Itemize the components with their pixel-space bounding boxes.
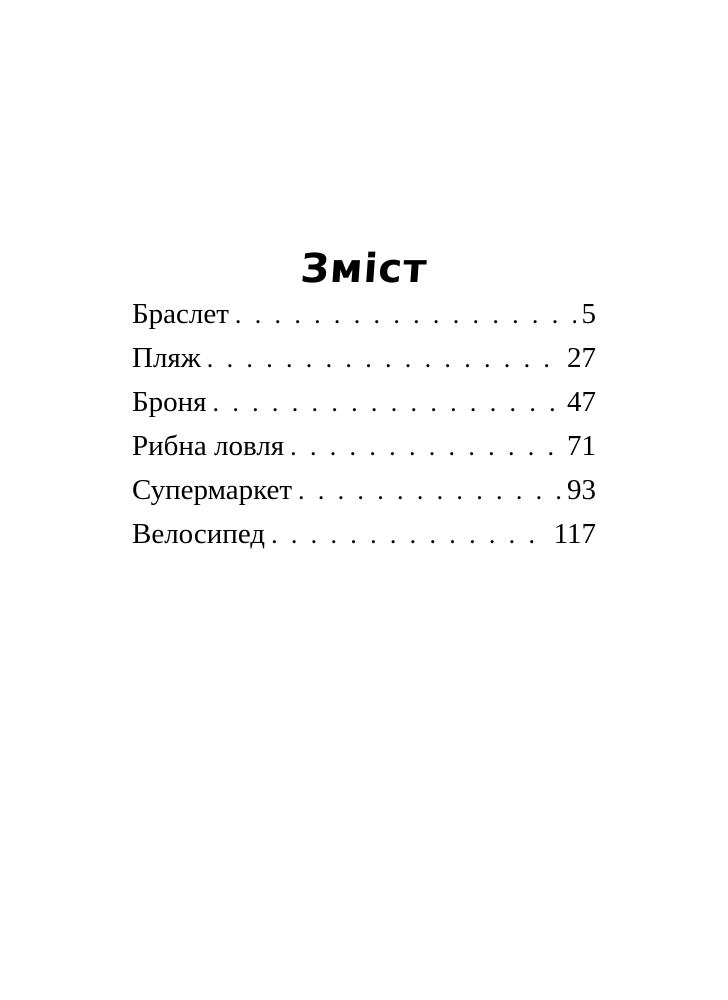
toc-entry-page: 47 (567, 386, 596, 418)
toc-dot-leader (235, 293, 576, 337)
toc-entry-title: Пляж (132, 342, 201, 374)
toc-entry-page: 27 (567, 342, 596, 374)
toc-dot-leader (271, 513, 547, 557)
toc-entry-title: Броня (132, 386, 207, 418)
toc-entry-page: 5 (581, 298, 596, 330)
toc-entry (132, 468, 596, 512)
toc-entry (132, 336, 596, 380)
toc-entry (132, 292, 596, 336)
toc-entry-page: 93 (567, 474, 596, 506)
toc-title: Зміст (299, 245, 429, 292)
toc-entry (132, 380, 596, 424)
toc-dot-leader (213, 381, 561, 425)
toc-entry (132, 512, 596, 556)
toc-entry-title: Велосипед (132, 518, 266, 550)
toc-dot-leader (298, 469, 561, 513)
toc-dot-leader (290, 425, 561, 469)
toc-list (132, 292, 596, 556)
toc-entry-title: Браслет (132, 298, 229, 330)
toc-dot-leader (207, 337, 561, 381)
toc-entry-page: 117 (553, 518, 596, 550)
toc-entry-title: Рибна ловля (132, 430, 285, 462)
toc-entry-page: 71 (567, 430, 596, 462)
toc-entry-title: Супермаркет (132, 474, 293, 506)
toc-entry (132, 424, 596, 468)
